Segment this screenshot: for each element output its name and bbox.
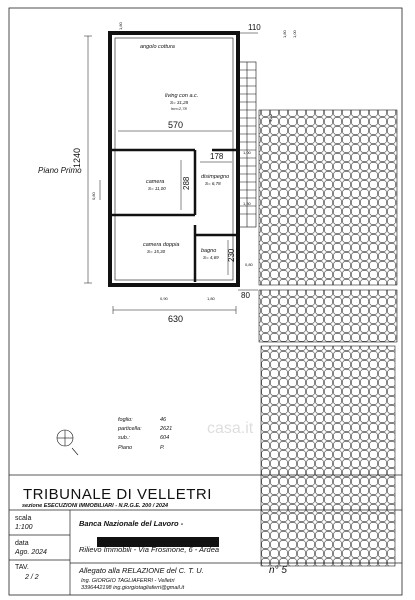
cadastral-label: sub.: <box>118 435 130 441</box>
court-section: sezione ESECUZIONI IMMOBILIARI - N.R.G.E. 200 / 2024 <box>22 503 169 509</box>
cadastral-label: Piano <box>118 445 133 451</box>
floor-label: Piano Primo <box>38 166 82 175</box>
window-label: 1,30 <box>243 201 251 206</box>
scale-label: scala <box>15 515 32 522</box>
dim-570: 570 <box>168 120 184 130</box>
room-area-living: S= 31,28 <box>170 100 189 105</box>
window-label: 1,80 <box>118 22 123 30</box>
cadastral-label: foglio: <box>118 417 133 423</box>
interior-walls <box>112 150 236 282</box>
dim-80: 80 <box>241 291 250 300</box>
dim-178: 178 <box>210 152 224 161</box>
room-name-kitchen: angolo cottura <box>140 44 175 50</box>
client-line: Banca Nazionale del Lavoro - <box>79 519 184 528</box>
cadastral-block <box>117 417 172 451</box>
room-height-living: hm=2,78 <box>171 106 187 111</box>
watermark-text: casa.it <box>207 420 254 437</box>
room-name-living: living con a.c. <box>165 93 199 99</box>
window-label: 1,80 <box>207 296 215 301</box>
cadastral-value: 46 <box>160 417 167 423</box>
survey-line: Rilievo Immobili - Via Frosinone, 6 - Ardea <box>79 545 220 554</box>
allegato-line: Allegato alla RELAZIONE del C. T. U. <box>79 566 204 575</box>
date-label: data <box>15 540 29 547</box>
court-title: TRIBUNALE DI VELLETRI <box>23 486 212 503</box>
room-area-bathroom: S= 4,69 <box>203 255 219 260</box>
window-label: 1,40 <box>268 114 273 122</box>
cadastral-value: P. <box>160 445 165 451</box>
dim-1240: 1240 <box>72 147 82 168</box>
dim-110: 110 <box>248 23 261 32</box>
room-name-bedroom: camera <box>146 179 165 185</box>
contact-line: 3396442198 ing.giorgiotagliaferri@gmail.it <box>81 585 185 591</box>
window-label: 1,80 <box>282 30 287 38</box>
room-name-bathroom: bagno <box>201 248 217 254</box>
room-name-hallway: disimpegno <box>201 174 230 180</box>
engineer-line: Ing. GIORGIO TAGLIAFERRI - Velletri <box>81 578 175 584</box>
cadastral-value: 2621 <box>160 426 173 432</box>
room-name-double-bedroom: camera doppia <box>143 242 180 248</box>
window-label: 1,00 <box>292 30 297 38</box>
room-area-bedroom: S= 11,00 <box>148 186 166 191</box>
cadastral-label: particella: <box>118 426 142 432</box>
allegato-number: n° 5 <box>269 565 287 576</box>
date-value: Ago. 2024 <box>15 549 47 556</box>
terrace-tiles-middle <box>259 290 397 342</box>
north-arrow-icon <box>57 430 78 455</box>
dim-230: 230 <box>227 248 236 262</box>
window-label: 1,00 <box>243 150 251 155</box>
room-area-double-bedroom: S= 15,30 <box>147 249 166 254</box>
room-area-hallway: S= 6,78 <box>205 181 221 186</box>
dim-630: 630 <box>168 314 184 324</box>
dim-288: 288 <box>182 176 191 190</box>
tav-value: 2 / 2 <box>25 574 39 581</box>
window-label: 0,80 <box>245 262 253 267</box>
title-block <box>9 475 402 595</box>
window-label: 0,80 <box>91 192 96 200</box>
terrace-tiles-upper <box>259 110 397 285</box>
scale-value: 1:100 <box>15 524 33 531</box>
cadastral-value: 604 <box>160 435 170 441</box>
window-label: 0,90 <box>160 296 168 301</box>
tav-label: TAV. <box>15 564 29 571</box>
